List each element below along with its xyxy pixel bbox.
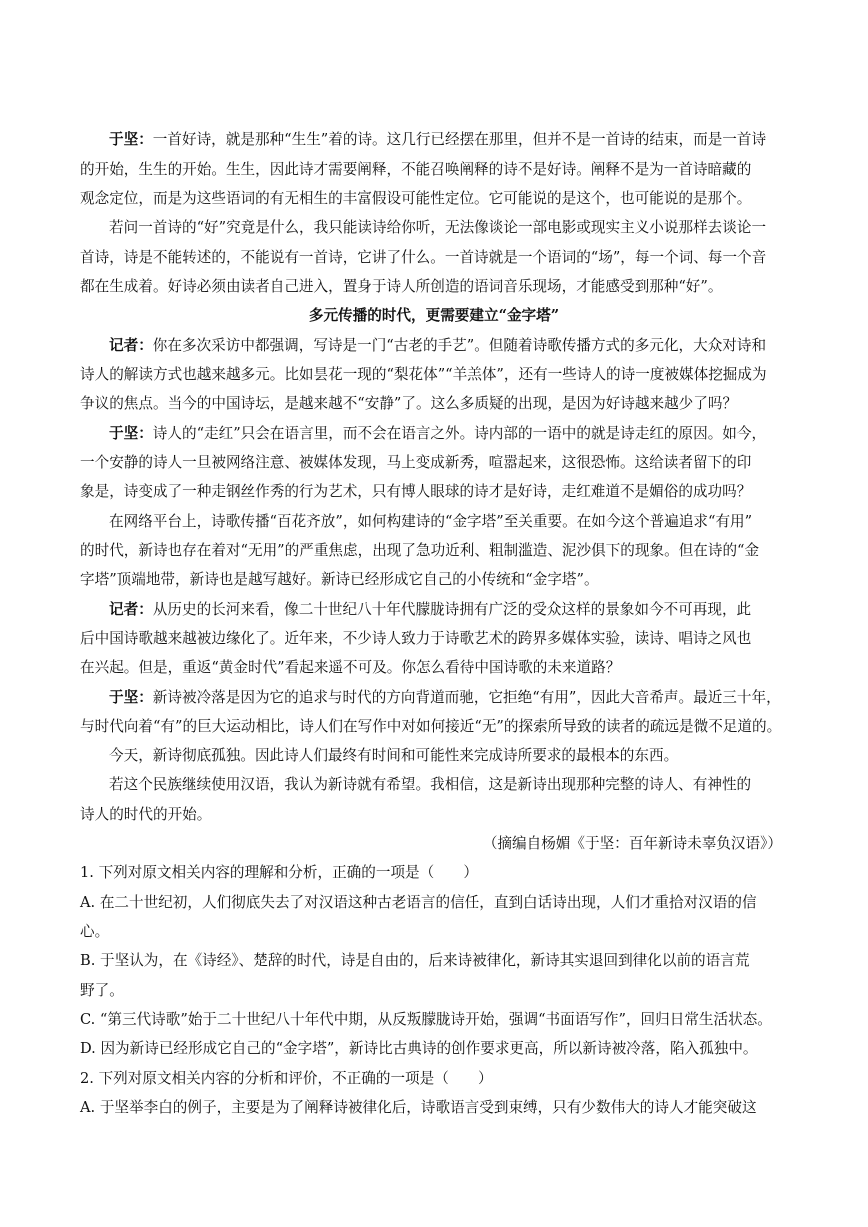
option-a: A. 在二十世纪初，人们彻底失去了对汉语这种古老语言的信任，直到白话诗出现，人们才重拾对汉语的信 — [80, 894, 757, 911]
paragraph-line: 与时代向着“有”的巨大运动相比，诗人们在写作中对如何接近“无”的探索所导致的读者的疏远是微不足道的。 — [80, 718, 782, 735]
paragraph-line: 诗人的时代的开始。 — [80, 806, 212, 823]
source-citation: （摘编自杨媚《于坚：百年新诗未辜负汉语》） — [482, 835, 782, 852]
text: 一首好诗，就是那种“生生”着的诗。这几行已经摆在那里，但并不是一首诗的结束，而是一首诗 — [152, 131, 767, 148]
paragraph-line: 若这个民族继续使用汉语，我认为新诗就有希望。我相信，这是新诗出现那种完整的诗人、有神性的 — [109, 776, 752, 793]
paragraph-line: 今天，新诗彻底孤独。因此诗人们最终有时间和可能性来完成诗所要求的最根本的东西。 — [109, 747, 679, 764]
text: 你在多次采访中都强调，写诗是一门“古老的手艺”。但随着诗歌传播方式的多元化，大众对诗和 — [152, 337, 767, 354]
paragraph-line: 的时代，新诗也存在着对“无用”的严重焦虑，出现了急功近利、粗制滥造、泥沙俱下的现象。但在诗的“金 — [80, 542, 760, 559]
text: 诗人的“走红”只会在语言里，而不会在语言之外。诗内部的一语中的就是诗走红的原因。如今， — [152, 425, 767, 442]
question-stem: 1. 下列对原文相关内容的理解和分析，正确的一项是（ ） — [80, 864, 479, 881]
speaker-label: 记者： — [109, 601, 153, 618]
option-b-continued: 野了。 — [80, 982, 124, 999]
paragraph-line: 观念定位，而是为这些语词的有无相生的丰富假设可能性定位。它可能说的是这个，也可能说的是那个。 — [80, 190, 752, 207]
paragraph-line: 的开始，生生的开始。生生，因此诗才需要阐释，不能召唤阐释的诗不是好诗。阐释不是为一首诗暗藏的 — [80, 161, 752, 178]
paragraph-line: 字塔”顶端地带，新诗也是越写越好。新诗已经形成它自己的小传统和“金字塔”。 — [80, 571, 599, 588]
paragraph-line — [109, 688, 781, 708]
option-b: B. 于坚认为，在《诗经》、楚辞的时代，诗是自由的，后来诗被律化，新诗其实退回到律化以前的语言荒 — [80, 952, 750, 969]
paragraph-line: 象是，诗变成了一种走钢丝作秀的行为艺术，只有博人眼球的诗才是好诗，走红难道不是媚俗的成功吗？ — [80, 483, 752, 500]
paragraph-line: 都在生成着。好诗必须由读者自己进入，置身于诗人所创造的语词音乐现场，才能感受到那种“好”。 — [80, 278, 723, 295]
paragraph-line: 若问一首诗的“好”究竟是什么，我只能读诗给你听，无法像谈论一部电影或现实主义小说那样去谈论一 — [109, 219, 767, 236]
paragraph-line — [109, 424, 766, 444]
speaker-label: 于坚： — [109, 131, 153, 148]
option-c: C. “第三代诗歌”始于二十世纪八十年代中期，从反叛朦胧诗开始，强调“书面语写作”，回归日常生活状态。 — [80, 1011, 772, 1028]
paragraph-line: 在兴起。但是，重返“黄金时代”看起来遥不可及。你怎么看待中国诗歌的未来道路？ — [80, 659, 621, 676]
speaker-label: 于坚： — [109, 689, 153, 706]
paragraph-line: 后中国诗歌越来越被边缘化了。近年来，不少诗人致力于诗歌艺术的跨界多媒体实验，读诗、唱诗之风也 — [80, 630, 752, 647]
paragraph-line: 首诗，诗是不能转述的，不能说有一首诗，它讲了什么。一首诗就是一个语词的“场”，每一个词、每一个音 — [80, 249, 767, 266]
speaker-label: 记者： — [109, 337, 153, 354]
question-stem: 2. 下列对原文相关内容的分析和评价，不正确的一项是（ ） — [80, 1070, 493, 1087]
paragraph-line: 诗人的解读方式也越来越多元。比如昙花一现的“梨花体”“羊羔体”，还有一些诗人的诗一度被媒体挖掘成为 — [80, 366, 767, 383]
text: 从历史的长河来看，像二十世纪八十年代朦胧诗拥有广泛的受众这样的景象如今不可再现，此 — [152, 601, 752, 618]
speaker-label: 于坚： — [109, 425, 153, 442]
paragraph-line: 在网络平台上，诗歌传播“百花齐放”，如何构建诗的“金字塔”至关重要。在如今这个普遍追求“有用” — [109, 513, 753, 530]
option-a-continued: 心。 — [80, 923, 110, 940]
option-a: A. 于坚举李白的例子，主要是为了阐释诗被律化后，诗歌语言受到束缚，只有少数伟大的诗人才能突破这 — [80, 1099, 757, 1116]
paragraph-line: 争议的焦点。当今的中国诗坛，是越来越不“安静”了。这么多质疑的出现，是因为好诗越来越少了吗？ — [80, 395, 738, 412]
paragraph-line: 一个安静的诗人一旦被网络注意、被媒体发现，马上变成新秀，喧嚣起来，这很恐怖。这给读者留下的印 — [80, 454, 752, 471]
section-heading: 多元传播的时代，更需要建立“金字塔” — [308, 307, 560, 324]
paragraph-line — [109, 130, 766, 150]
option-d: D. 因为新诗已经形成它自己的“金字塔”，新诗比古典诗的创作要求更高，所以新诗被冷落，陷入孤独中。 — [80, 1040, 758, 1057]
paragraph-line — [109, 336, 766, 356]
text: 新诗被冷落是因为它的追求与时代的方向背道而驰，它拒绝“有用”，因此大音希声。最近三十年， — [152, 689, 781, 706]
paragraph-line — [109, 600, 751, 620]
